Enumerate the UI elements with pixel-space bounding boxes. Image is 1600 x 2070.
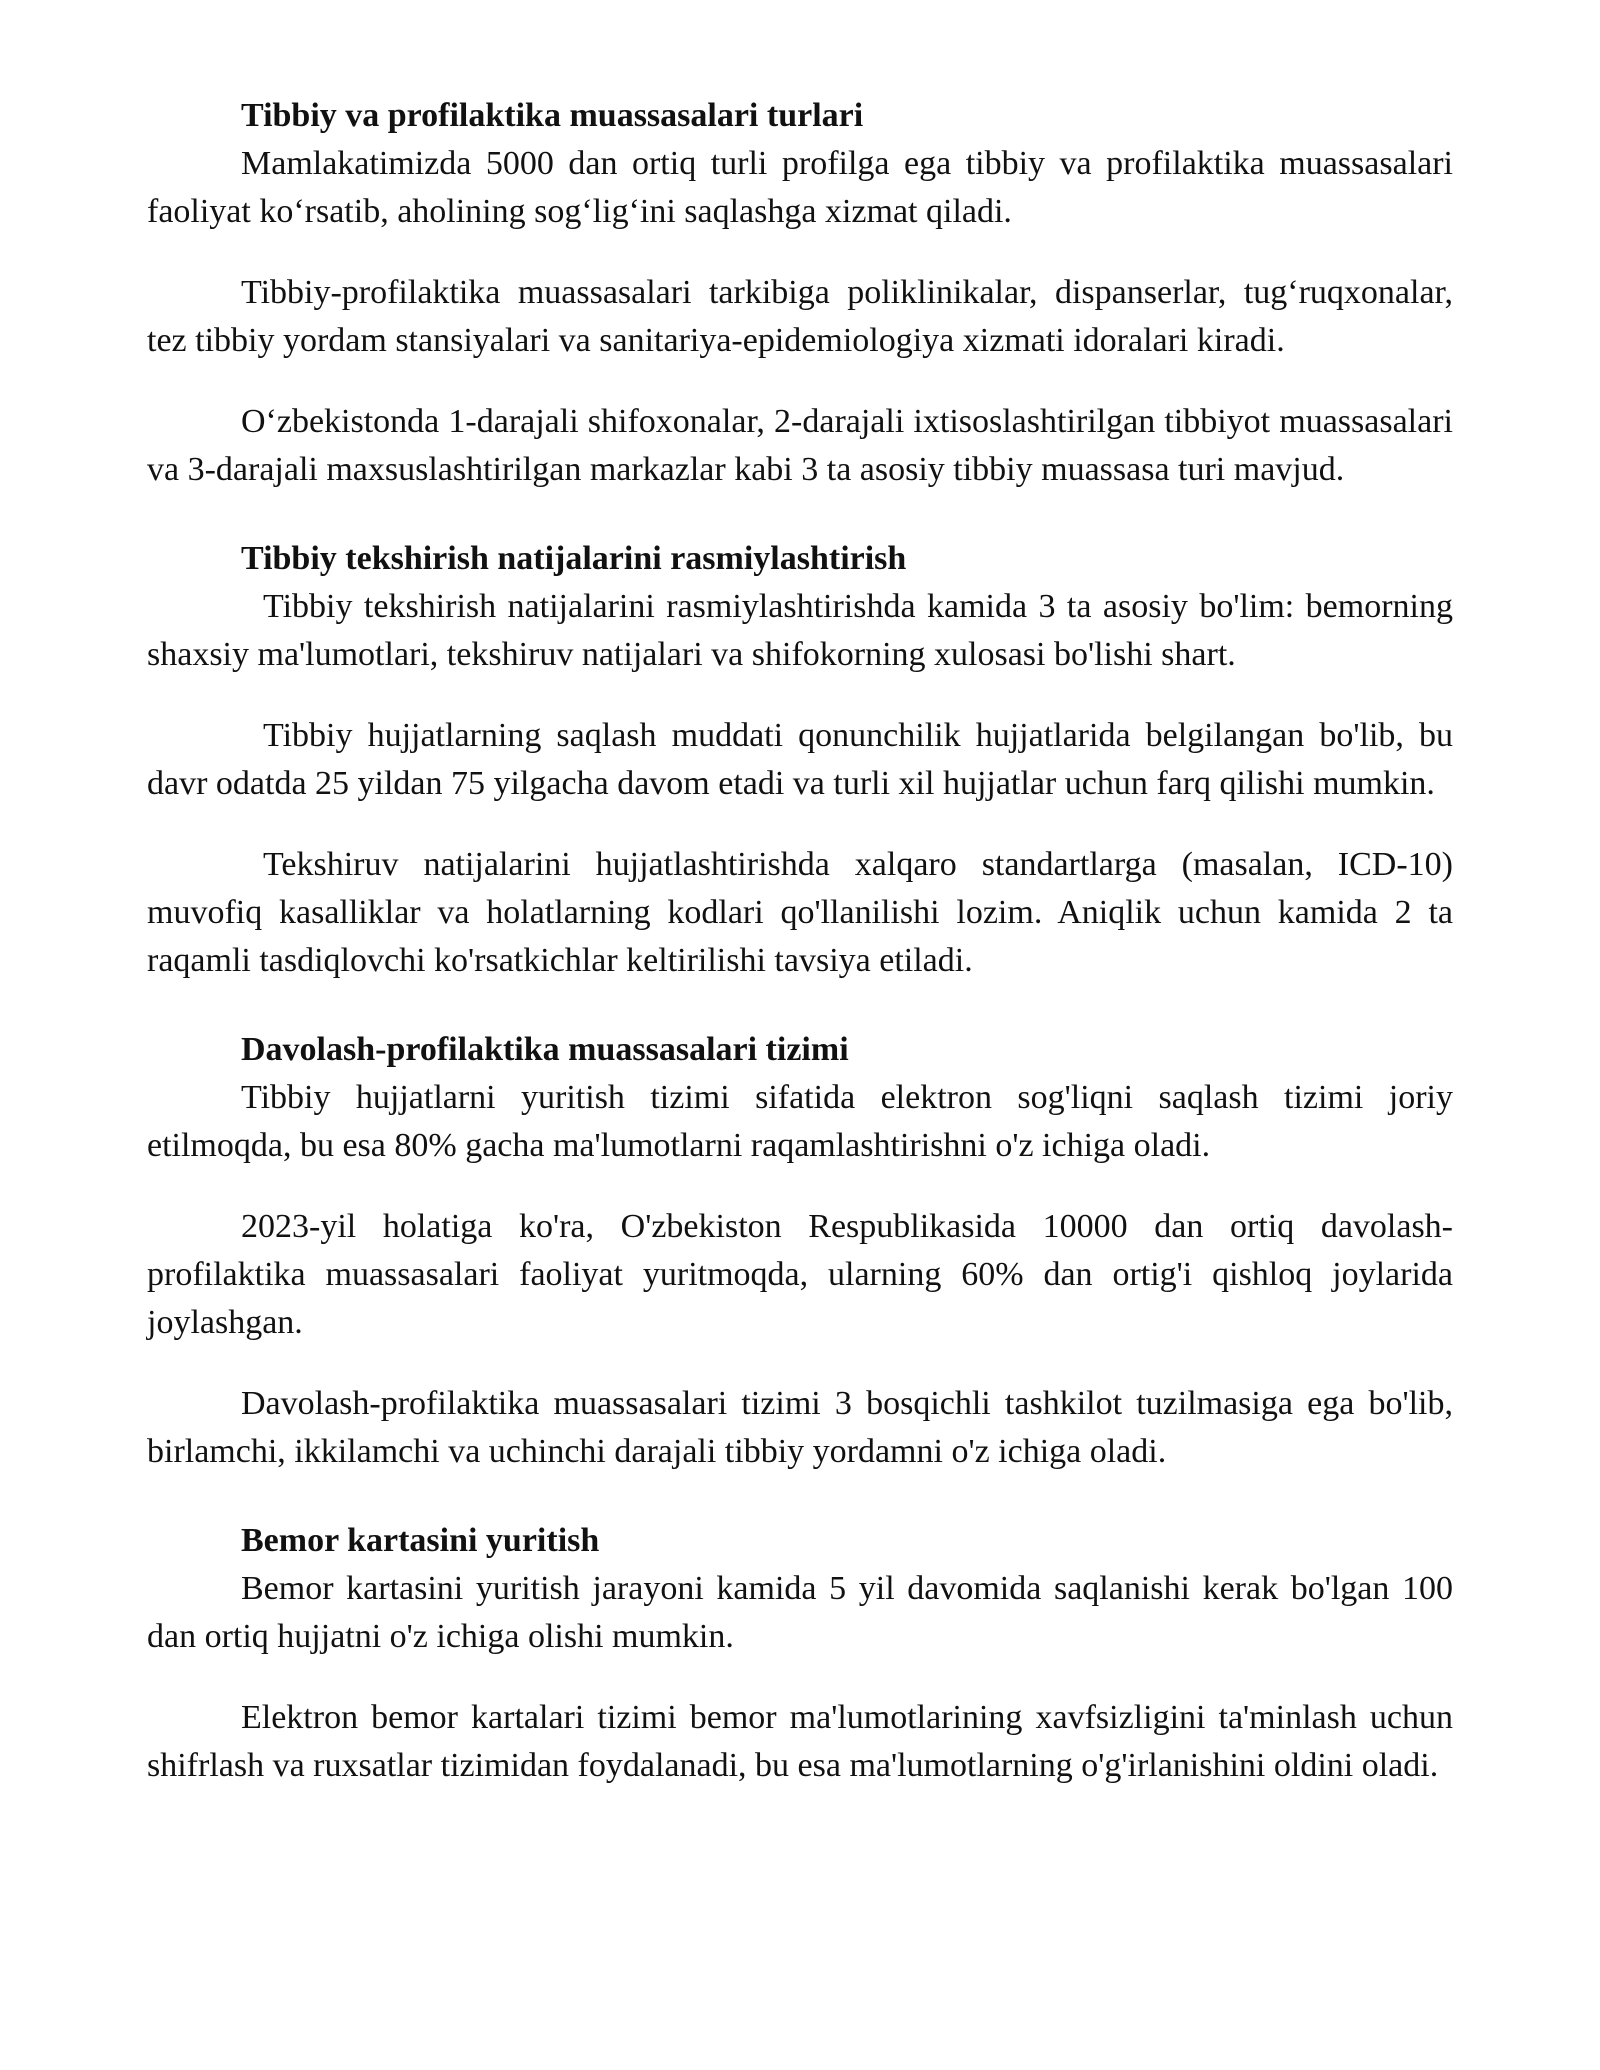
section-heading: Bemor kartasini yuritish: [241, 1522, 600, 1559]
paragraph: Tibbiy-profilaktika muassasalari tarkibiga poliklinikalar, dispanserlar, tug‘ruqxonalar, tez tibbiy yordam stansiyalari va sanitariya-epidemiologiya xizmati idoralari kiradi.: [147, 274, 1453, 359]
paragraph: Tibbiy tekshirish natijalarini rasmiylashtirishda kamida 3 ta asosiy bo'lim: bemorning shaxsiy ma'lumotlari, tekshiruv natijalari va shifokorning xulosasi bo'lishi shart.: [147, 588, 1453, 673]
section-patient-record-keeping: [147, 1517, 1453, 1790]
section-medical-institution-types: [147, 92, 1453, 494]
section-heading: Davolash-profilaktika muassasalari tizimi: [241, 1031, 849, 1068]
paragraph: Bemor kartasini yuritish jarayoni kamida 5 yil davomida saqlanishi kerak bo'lgan 100 dan ortiq hujjatni o'z ichiga olishi mumkin.: [147, 1570, 1453, 1655]
paragraph: O‘zbekistonda 1-darajali shifoxonalar, 2-darajali ixtisoslashtirilgan tibbiyot muassasalari va 3-darajali maxsuslashtirilgan markazlar kabi 3 ta asosiy tibbiy muassasa turi mavjud.: [147, 403, 1453, 488]
paragraph: 2023-yil holatiga ko'ra, O'zbekiston Respublikasida 10000 dan ortiq davolash-profilaktika muassasalari faoliyat yuritmoqda, ularning 60% dan ortig'i qishloq joylarida joylashgan.: [147, 1208, 1453, 1341]
paragraph: Davolash-profilaktika muassasalari tizimi 3 bosqichli tashkilot tuzilmasiga ega bo'lib, birlamchi, ikkilamchi va uchinchi darajali tibbiy yordamni o'z ichiga oladi.: [147, 1385, 1453, 1470]
document-page: [147, 92, 1453, 1823]
paragraph: Tibbiy hujjatlarning saqlash muddati qonunchilik hujjatlarida belgilangan bo'lib, bu davr odatda 25 yildan 75 yilgacha davom etadi va turli xil hujjatlar uchun farq qilishi mumkin.: [147, 717, 1453, 802]
section-heading: Tibbiy va profilaktika muassasalari turlari: [241, 97, 864, 134]
paragraph: Mamlakatimizda 5000 dan ortiq turli profilga ega tibbiy va profilaktika muassasalari faoliyat ko‘rsatib, aholining sog‘lig‘ini saqlashga xizmat qiladi.: [147, 145, 1453, 230]
section-heading: Tibbiy tekshirish natijalarini rasmiylashtirish: [241, 540, 907, 577]
paragraph: Elektron bemor kartalari tizimi bemor ma'lumotlarining xavfsizligini ta'minlash uchun shifrlash va ruxsatlar tizimidan foydalanadi, bu esa ma'lumotlarning o'g'irlanishini oldini oladi.: [147, 1699, 1453, 1784]
section-exam-results-documentation: [147, 535, 1453, 985]
section-treatment-prevention-system: [147, 1026, 1453, 1476]
paragraph: Tekshiruv natijalarini hujjatlashtirishda xalqaro standartlarga (masalan, ICD-10) muvofiq kasalliklar va holatlarning kodlari qo'llanilishi lozim. Aniqlik uchun kamida 2 ta raqamli tasdiqlovchi ko'rsatkichlar keltirilishi tavsiya etiladi.: [147, 846, 1453, 979]
paragraph: Tibbiy hujjatlarni yuritish tizimi sifatida elektron sog'liqni saqlash tizimi joriy etilmoqda, bu esa 80% gacha ma'lumotlarni raqamlashtirishni o'z ichiga oladi.: [147, 1079, 1453, 1164]
